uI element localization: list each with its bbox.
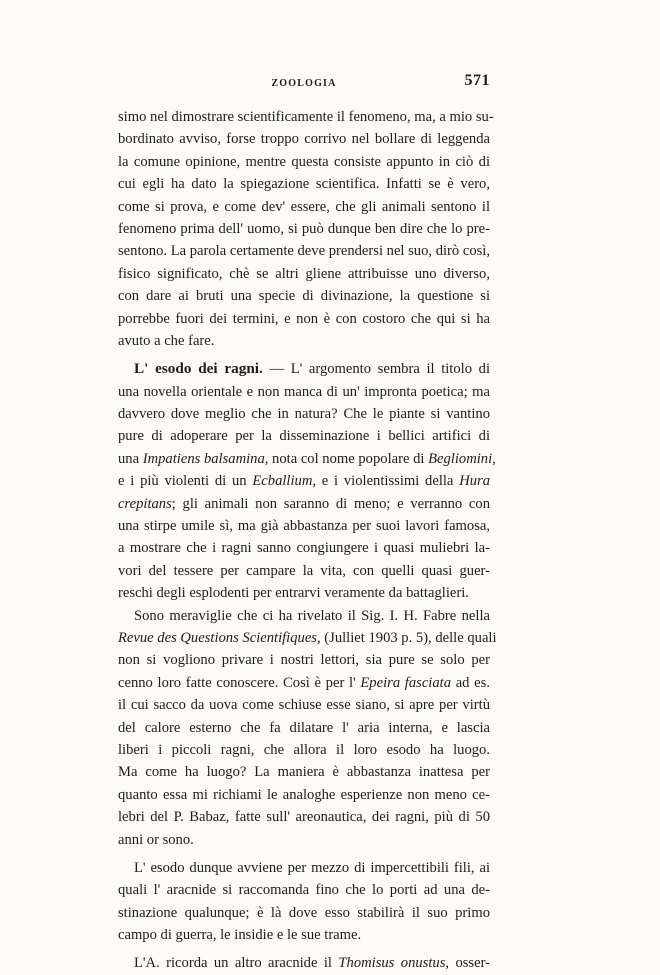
text-run: (Julliet 1903 p. 5), delle quali — [320, 629, 497, 646]
text-run: ad es. — [451, 674, 490, 691]
text-run: e i più violenti di un — [118, 473, 253, 490]
paragraph — [118, 952, 490, 974]
page-number: 571 — [464, 72, 490, 89]
text-line: sentono. La parola certamente deve prendersi nel suo, dirò così, — [118, 243, 491, 260]
text-line — [118, 493, 490, 515]
text-line: il cui sacco da uova come schiuse esse siano, si apre per virtù — [118, 697, 490, 714]
text-line: stinazione qualunque; è là dove esso stabilirà il suo primo — [118, 904, 490, 921]
text-line: come si prova, e come dev' essere, che gli animali sentono il — [118, 198, 490, 215]
paragraph — [118, 605, 497, 851]
text-line — [118, 627, 497, 649]
text-line: cui egli ha dato la spiegazione scientifica. Infatti se è vero, — [118, 176, 490, 193]
italic-species-name: Impatiens balsamina, — [142, 450, 269, 467]
text-line: liberi i piccoli ragni, che allora il loro esodo ha luogo. — [118, 741, 490, 758]
paragraph — [118, 106, 494, 352]
text-line: L' esodo dunque avviene per mezzo di impercettibili fili, ai — [134, 859, 490, 876]
text-line: quanto essa mi richiami le analoghe esperienze non meno ce- — [118, 786, 490, 803]
text-run: una — [118, 450, 143, 467]
text-line — [118, 672, 490, 694]
text-line: con dare ai bruti una specie di divinazione, la questione si — [118, 288, 490, 305]
text-line: porrebbe fuori dei termini, e non è con costoro che qui si ha — [118, 310, 490, 327]
text-run: L'A. ricorda un altro aracnide il — [134, 955, 339, 972]
text-line: pure di adoperare per la disseminazione i bellici artifici di — [118, 428, 490, 445]
text-line: davvero dove meglio che in natura? Che le piante si vantino — [118, 406, 490, 423]
text-line: la comune opinione, mentre questa consiste appunto in ciò di — [118, 153, 490, 170]
text-line: una stirpe umile sì, ma già abbastanza per suoi lavori famosa, — [118, 518, 490, 535]
text-line — [118, 448, 496, 470]
running-title: ZOOLOGIA — [271, 78, 337, 89]
text-line: fenomeno prima dell' uomo, si può dunque ben dire che lo pre- — [118, 220, 490, 237]
body-text — [118, 106, 497, 975]
italic-species-name: Epeira fasciata — [360, 674, 452, 691]
text-line: reschi degli esplodenti per entrarvi veramente da battaglieri. — [118, 585, 469, 602]
paragraph — [118, 358, 496, 604]
text-line: anni or sono. — [118, 831, 194, 848]
text-run: osser- — [449, 955, 491, 972]
text-line: avuto a che fare. — [118, 332, 215, 349]
text-line: campo di guerra, le insidie e le sue trame. — [118, 927, 362, 944]
text-run: cenno loro fatte conoscere. Così è per l' — [118, 674, 361, 691]
text-line: lebri del P. Babaz, fatte sull' areonautica, dei ragni, più di 50 — [118, 809, 490, 826]
text-run: nota col nome popolare di — [268, 450, 429, 467]
text-line: una novella orientale e non manca di un' impronta poetica; ma — [118, 383, 490, 400]
italic-species-name: Thomisus onustus, — [338, 955, 450, 972]
italic-species-name: Begliomini, — [428, 450, 496, 467]
text-line — [118, 470, 490, 492]
italic-journal-title: Revue des Questions Scientifiques, — [118, 629, 321, 646]
running-head — [118, 72, 490, 96]
text-line: a mostrare che i ragni sanno congiungere i quasi muliebri la- — [118, 540, 490, 557]
italic-species-name: Hura — [459, 473, 491, 490]
text-run: e i violentissimi della — [316, 473, 460, 490]
text-line: Sono meraviglie che ci ha rivelato il Sig. I. H. Fabre nella — [134, 607, 490, 624]
text-line: del calore esterno che fa dilatare l' aria interna, e lascia — [118, 719, 490, 736]
text-line — [118, 952, 490, 974]
paragraph — [118, 857, 490, 947]
section-heading: L' esodo dei ragni. — [134, 360, 263, 378]
text-line: simo nel dimostrare scientificamente il fenomeno, ma, a mio su- — [118, 109, 494, 125]
text-line: Ma come ha luogo? La maniera è abbastanza inattesa per — [118, 764, 490, 781]
text-line — [118, 358, 490, 380]
text-run: ; gli animali non saranno di meno; e verranno con — [171, 495, 490, 512]
text-run: — L' argomento sembra il titolo di — [262, 361, 490, 378]
text-line: quali l' aracnide si raccomanda fino che lo porti ad una de- — [118, 882, 490, 899]
text-line: bordinato avviso, forse troppo corrivo nel bollare di leggenda — [118, 131, 490, 148]
italic-species-name: crepitans — [118, 495, 172, 512]
text-line: fisico significato, chè se altri gliene attribuisse uno diverso, — [118, 265, 490, 282]
text-line: vori del tessere per campare la vita, con quelli quasi guer- — [118, 562, 490, 579]
italic-species-name: Ecballium, — [252, 473, 317, 490]
text-line: non si vogliono privare i nostri lettori, sia pure se solo per — [118, 652, 490, 669]
